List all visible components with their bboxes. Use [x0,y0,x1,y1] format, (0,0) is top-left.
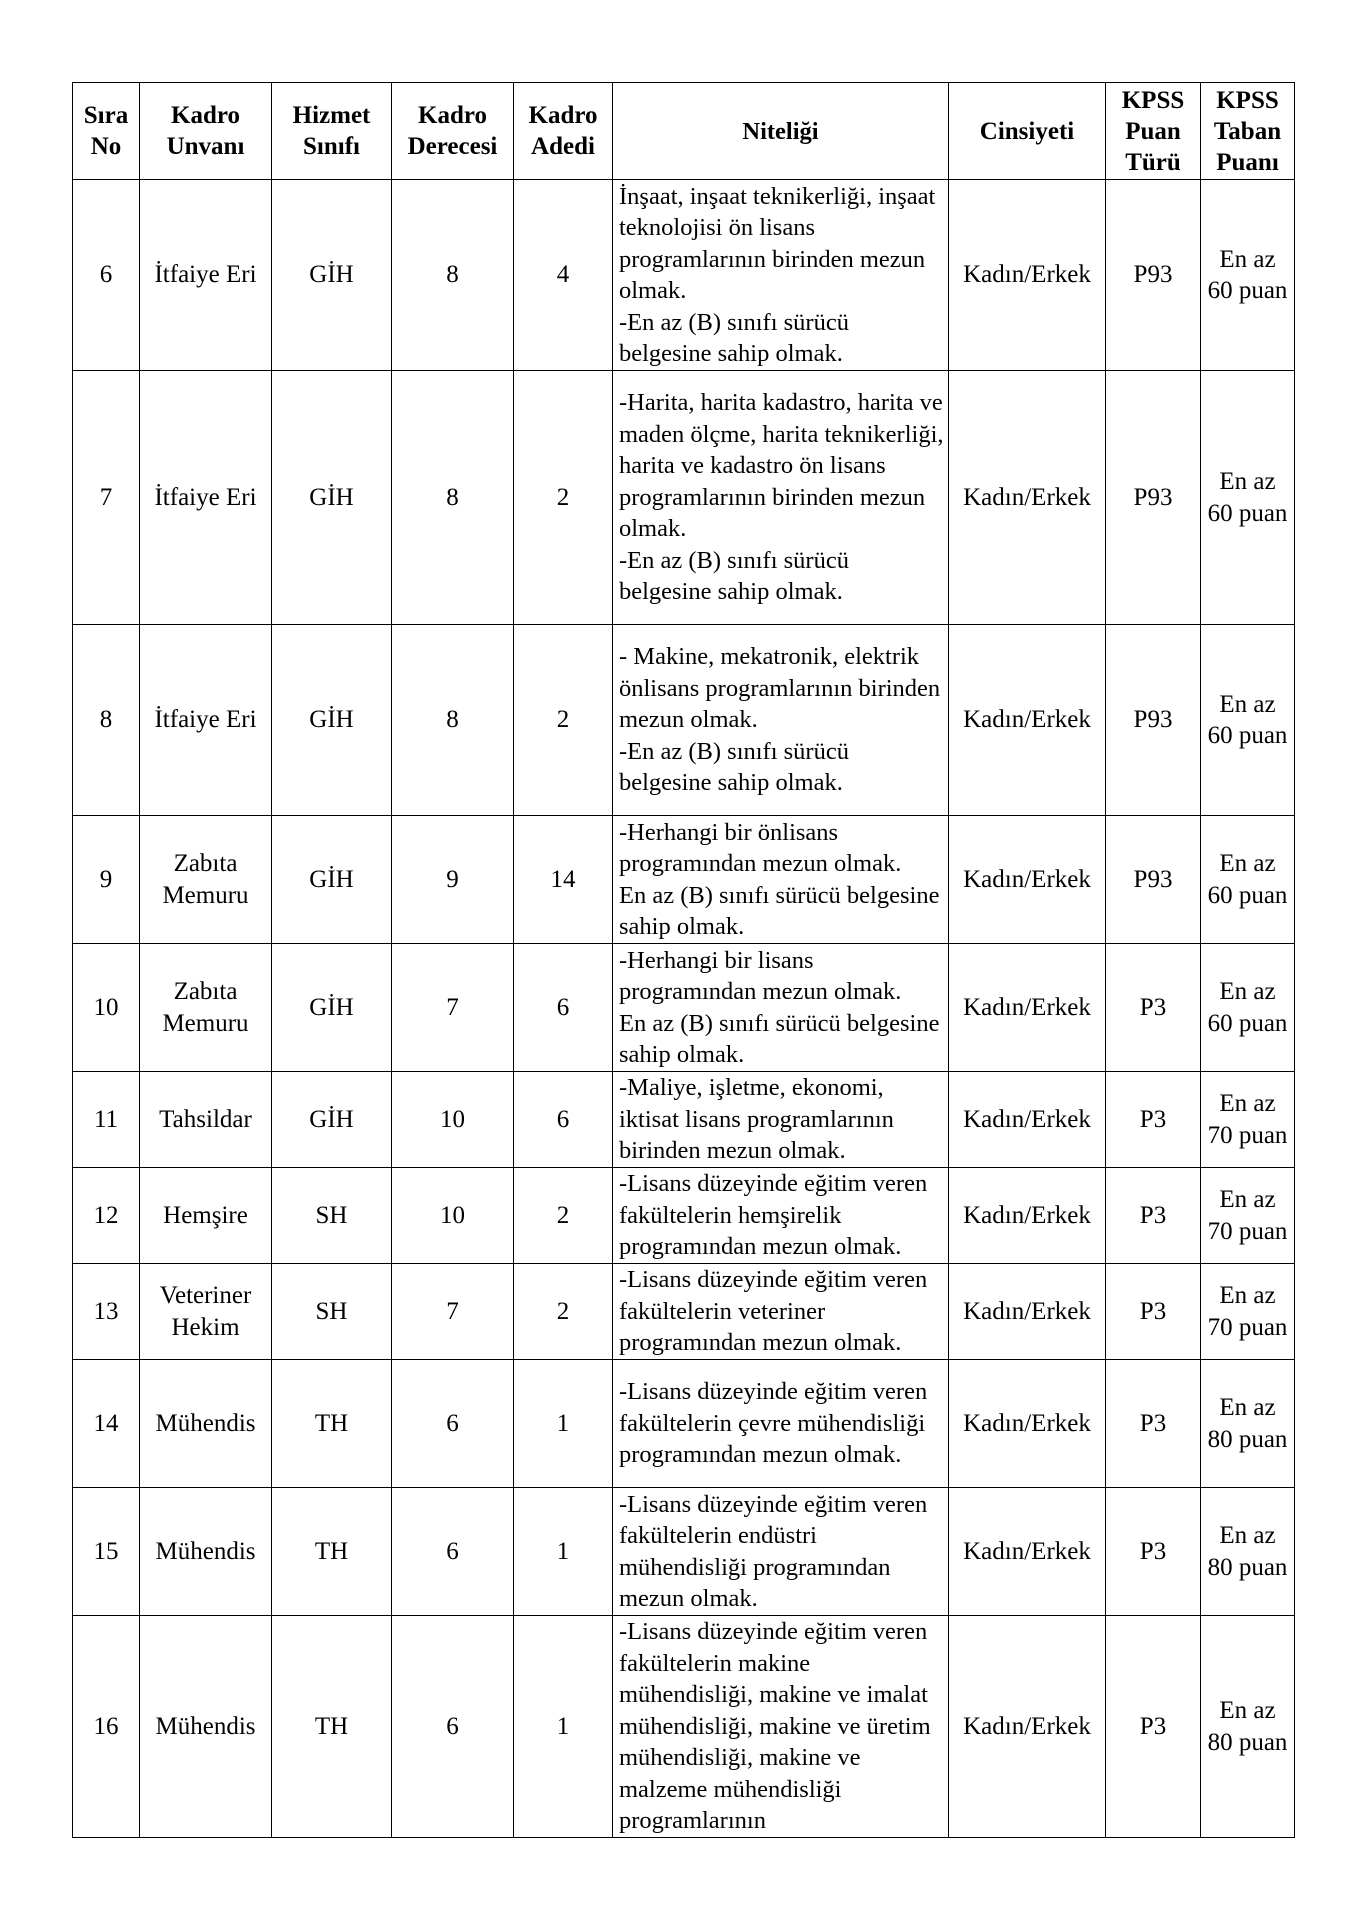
table-row [73,371,1295,625]
sira-no-cell: 9 [73,816,140,944]
table-row [73,625,1295,816]
kpss-puan-turu-cell: P3 [1106,1488,1201,1616]
document-page [72,82,1295,1838]
niteligi-cell: - Makine, mekatronik, elektrik önlisans programlarının birinden mezun olmak. -En az (B) sınıfı sürücü belgesine sahip olmak. [613,625,949,816]
table-row [73,1360,1295,1488]
hizmet-sinifi-cell: GİH [272,371,392,625]
kadro-derecesi-cell: 9 [392,816,514,944]
kpss-taban-puani-cell: En az 60 puan [1201,180,1295,371]
header-row [73,83,1295,180]
kpss-taban-puani-cell: En az 70 puan [1201,1168,1295,1264]
table-row [73,1264,1295,1360]
kadro-unvani-cell: Mühendis [140,1360,272,1488]
kpss-taban-puani-cell: En az 80 puan [1201,1616,1295,1838]
cinsiyeti-cell: Kadın/Erkek [949,944,1106,1072]
niteligi-cell: -Lisans düzeyinde eğitim veren fakültelerin makine mühendisliği, makine ve imalat mühendisliği, makine ve üretim mühendisliği, makine ve malzeme mühendisliği programlarının [613,1616,949,1838]
table-row [73,1072,1295,1168]
hizmet-sinifi-cell: GİH [272,625,392,816]
niteligi-cell: -Lisans düzeyinde eğitim veren fakültelerin hemşirelik programından mezun olmak. [613,1168,949,1264]
cinsiyeti-cell: Kadın/Erkek [949,1072,1106,1168]
kadro-adedi-cell: 2 [514,371,613,625]
kadro-adedi-cell: 1 [514,1360,613,1488]
kpss-taban-puani-cell: En az 60 puan [1201,625,1295,816]
sira-no-cell: 16 [73,1616,140,1838]
cinsiyeti-cell: Kadın/Erkek [949,1168,1106,1264]
cinsiyeti-cell: Kadın/Erkek [949,180,1106,371]
hizmet-sinifi-cell: TH [272,1616,392,1838]
sira-no-cell: 11 [73,1072,140,1168]
header-kadro-unvani: Kadro Unvanı [140,83,272,180]
kpss-puan-turu-cell: P3 [1106,1168,1201,1264]
header-kadro-adedi: Kadro Adedi [514,83,613,180]
hizmet-sinifi-cell: TH [272,1360,392,1488]
cinsiyeti-cell: Kadın/Erkek [949,625,1106,816]
kadro-table [72,82,1295,1838]
kpss-taban-puani-cell: En az 80 puan [1201,1360,1295,1488]
kadro-adedi-cell: 6 [514,1072,613,1168]
table-row [73,1168,1295,1264]
kadro-derecesi-cell: 6 [392,1616,514,1838]
kadro-unvani-cell: İtfaiye Eri [140,625,272,816]
kpss-taban-puani-cell: En az 60 puan [1201,371,1295,625]
kpss-taban-puani-cell: En az 70 puan [1201,1072,1295,1168]
kadro-derecesi-cell: 10 [392,1168,514,1264]
kadro-derecesi-cell: 6 [392,1360,514,1488]
niteligi-cell: -Lisans düzeyinde eğitim veren fakültelerin endüstri mühendisliği programından mezun olmak. [613,1488,949,1616]
kpss-taban-puani-cell: En az 60 puan [1201,944,1295,1072]
kadro-adedi-cell: 6 [514,944,613,1072]
kpss-taban-puani-cell: En az 70 puan [1201,1264,1295,1360]
kadro-derecesi-cell: 8 [392,180,514,371]
niteligi-cell: -Lisans düzeyinde eğitim veren fakültelerin çevre mühendisliği programından mezun olmak. [613,1360,949,1488]
header-sira-no: Sıra No [73,83,140,180]
kadro-unvani-cell: İtfaiye Eri [140,180,272,371]
sira-no-cell: 6 [73,180,140,371]
cinsiyeti-cell: Kadın/Erkek [949,1264,1106,1360]
header-kpss-taban-puani: KPSS Taban Puanı [1201,83,1295,180]
sira-no-cell: 14 [73,1360,140,1488]
cinsiyeti-cell: Kadın/Erkek [949,816,1106,944]
cinsiyeti-cell: Kadın/Erkek [949,1616,1106,1838]
kadro-adedi-cell: 4 [514,180,613,371]
sira-no-cell: 8 [73,625,140,816]
kadro-derecesi-cell: 7 [392,944,514,1072]
kpss-puan-turu-cell: P93 [1106,371,1201,625]
kadro-adedi-cell: 1 [514,1616,613,1838]
kadro-unvani-cell: İtfaiye Eri [140,371,272,625]
hizmet-sinifi-cell: SH [272,1264,392,1360]
cinsiyeti-cell: Kadın/Erkek [949,371,1106,625]
hizmet-sinifi-cell: GİH [272,1072,392,1168]
niteligi-cell: -Harita, harita kadastro, harita ve maden ölçme, harita teknikerliği, harita ve kadastro ön lisans programlarının birinden mezun olmak. -En az (B) sınıfı sürücü belgesine sahip olmak. [613,371,949,625]
kadro-derecesi-cell: 8 [392,371,514,625]
kpss-puan-turu-cell: P3 [1106,1616,1201,1838]
niteligi-cell: -Maliye, işletme, ekonomi, iktisat lisans programlarının birinden mezun olmak. [613,1072,949,1168]
table-row [73,180,1295,371]
kadro-adedi-cell: 2 [514,625,613,816]
table-row [73,944,1295,1072]
table-row [73,816,1295,944]
kadro-adedi-cell: 14 [514,816,613,944]
kpss-puan-turu-cell: P3 [1106,1264,1201,1360]
header-kadro-derecesi: Kadro Derecesi [392,83,514,180]
kadro-unvani-cell: Mühendis [140,1616,272,1838]
table-row [73,1616,1295,1838]
table-body [73,180,1295,1838]
cinsiyeti-cell: Kadın/Erkek [949,1488,1106,1616]
kpss-puan-turu-cell: P93 [1106,816,1201,944]
kpss-taban-puani-cell: En az 60 puan [1201,816,1295,944]
hizmet-sinifi-cell: GİH [272,816,392,944]
kadro-derecesi-cell: 8 [392,625,514,816]
kadro-unvani-cell: Veteriner Hekim [140,1264,272,1360]
kadro-unvani-cell: Zabıta Memuru [140,816,272,944]
hizmet-sinifi-cell: SH [272,1168,392,1264]
kadro-unvani-cell: Zabıta Memuru [140,944,272,1072]
hizmet-sinifi-cell: TH [272,1488,392,1616]
kadro-unvani-cell: Tahsildar [140,1072,272,1168]
kadro-derecesi-cell: 7 [392,1264,514,1360]
header-niteligi: Niteliği [613,83,949,180]
sira-no-cell: 10 [73,944,140,1072]
hizmet-sinifi-cell: GİH [272,944,392,1072]
kadro-unvani-cell: Mühendis [140,1488,272,1616]
kpss-puan-turu-cell: P93 [1106,180,1201,371]
kadro-derecesi-cell: 10 [392,1072,514,1168]
kpss-puan-turu-cell: P93 [1106,625,1201,816]
sira-no-cell: 15 [73,1488,140,1616]
niteligi-cell: -Herhangi bir lisans programından mezun olmak. En az (B) sınıfı sürücü belgesine sahip olmak. [613,944,949,1072]
header-kpss-puan-turu: KPSS Puan Türü [1106,83,1201,180]
kpss-puan-turu-cell: P3 [1106,944,1201,1072]
sira-no-cell: 13 [73,1264,140,1360]
kpss-puan-turu-cell: P3 [1106,1360,1201,1488]
kpss-puan-turu-cell: P3 [1106,1072,1201,1168]
kadro-adedi-cell: 2 [514,1168,613,1264]
cinsiyeti-cell: Kadın/Erkek [949,1360,1106,1488]
niteligi-cell: -Lisans düzeyinde eğitim veren fakültelerin veteriner programından mezun olmak. [613,1264,949,1360]
niteligi-cell: -Herhangi bir önlisans programından mezun olmak. En az (B) sınıfı sürücü belgesine sahip olmak. [613,816,949,944]
hizmet-sinifi-cell: GİH [272,180,392,371]
niteligi-cell: İnşaat, inşaat teknikerliği, inşaat teknolojisi ön lisans programlarının birinden mezun olmak. -En az (B) sınıfı sürücü belgesine sahip olmak. [613,180,949,371]
kadro-adedi-cell: 1 [514,1488,613,1616]
header-hizmet-sinifi: Hizmet Sınıfı [272,83,392,180]
sira-no-cell: 12 [73,1168,140,1264]
table-row [73,1488,1295,1616]
kadro-adedi-cell: 2 [514,1264,613,1360]
kpss-taban-puani-cell: En az 80 puan [1201,1488,1295,1616]
sira-no-cell: 7 [73,371,140,625]
kadro-unvani-cell: Hemşire [140,1168,272,1264]
kadro-derecesi-cell: 6 [392,1488,514,1616]
header-cinsiyeti: Cinsiyeti [949,83,1106,180]
